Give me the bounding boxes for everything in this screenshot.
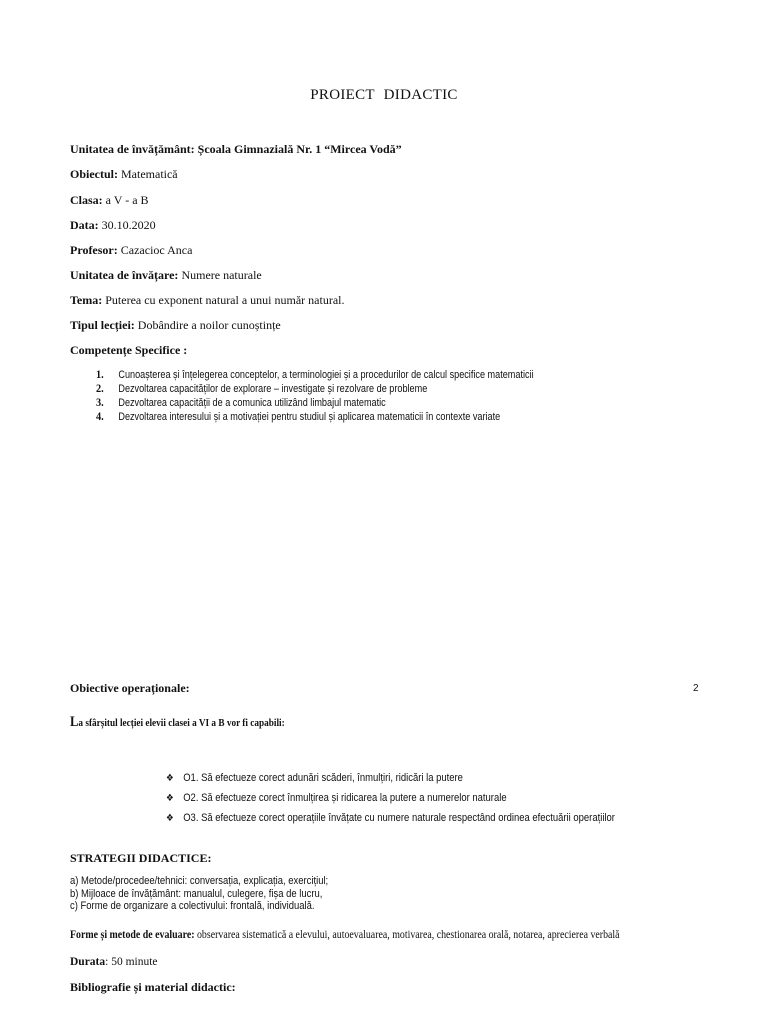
field-value: Numere naturale (181, 268, 262, 282)
field-data (70, 218, 156, 233)
diamond-bullet-icon: ❖ (166, 773, 174, 784)
list-number: 1. (96, 367, 104, 381)
evaluare-label: Forme și metode de evaluare: (70, 929, 195, 941)
durata-value: : 50 minute (105, 956, 158, 968)
field-unitatea-invatare (70, 268, 262, 283)
field-tipul-lectiei (70, 318, 281, 333)
diamond-bullet-icon: ❖ (166, 813, 174, 824)
field-value: Cazacioc Anca (120, 243, 193, 257)
field-clasa (70, 193, 149, 208)
field-value: Puterea cu exponent natural a unui număr natural. (105, 293, 345, 307)
list-item (166, 788, 615, 808)
diamond-bullet-icon: ❖ (166, 793, 174, 804)
strategii-item: b) Mijloace de învățământ: manualul, culegere, fișa de lucru, (70, 887, 323, 900)
evaluare-paragraph (70, 929, 689, 942)
field-tema (70, 293, 344, 308)
list-item (96, 395, 534, 409)
list-text: Dezvoltarea capacității de a comunica utilizând limbajul matematic (118, 397, 386, 409)
document-title: PROIECT DIDACTIC (310, 87, 458, 103)
list-text: O3. Să efectueze corect operațiile învățate cu numere naturale respectând ordinea efectuării operațiilor (183, 812, 615, 824)
evaluare-text: observarea sistematică a elevului, autoevaluarea, motivarea, chestionarea orală, notarea, aprecierea verbală (194, 929, 620, 941)
page-number: 2 (693, 683, 699, 694)
list-text: Dezvoltarea interesului și a motivației pentru studiul și aplicarea matematicii în contexte variate (118, 411, 501, 423)
field-label: Tipul lecției: (70, 318, 135, 332)
list-item (96, 367, 534, 381)
field-value: Școala Gimnazială Nr. 1 “Mircea Vodă” (197, 142, 402, 156)
field-label: Clasa: (70, 193, 103, 207)
list-text: Cunoașterea și înțelegerea conceptelor, a terminologiei și a procedurilor de calcul specifice matematicii (118, 369, 534, 381)
obiective-label: Obiective operaționale: (70, 681, 190, 695)
list-text: O1. Să efectueze corect adunări scăderi, înmulțiri, ridicări la putere (183, 772, 463, 784)
intro-sentence (70, 714, 285, 731)
strategii-item: c) Forme de organizare a colectivului: frontală, individuală. (70, 900, 315, 912)
list-number: 2. (96, 381, 104, 395)
list-item (96, 409, 534, 423)
field-label: Profesor: (70, 243, 118, 257)
field-profesor (70, 243, 192, 258)
durata-label: Durata (70, 956, 106, 968)
field-obiectul (70, 167, 178, 182)
strategii-item: a) Metode/procedee/tehnici: conversația, explicația, exercițiul; (70, 875, 329, 887)
strategii-heading: STRATEGII DIDACTICE: (70, 851, 212, 865)
field-label: Competențe Specifice : (70, 343, 188, 357)
bibliografie-heading: Bibliografie și material didactic: (70, 980, 236, 994)
field-value: Matematică (121, 167, 178, 181)
list-number: 3. (96, 395, 104, 409)
obiective-heading (70, 681, 190, 696)
intro-initial: L (70, 714, 79, 730)
list-text: Dezvoltarea capacităților de explorare – investigate și rezolvare de probleme (118, 383, 428, 395)
field-label: Obiectul: (70, 167, 118, 181)
field-value: Dobândire a noilor cunoștințe (137, 318, 281, 332)
list-item (166, 808, 615, 828)
competente-list (96, 367, 534, 423)
list-item (96, 381, 534, 395)
field-label: Tema: (70, 293, 103, 307)
field-competente (70, 343, 187, 358)
list-number: 4. (96, 409, 104, 423)
list-item (166, 768, 615, 788)
strategii-list (70, 875, 328, 913)
obiective-list (166, 768, 615, 828)
durata-line (70, 956, 158, 968)
field-value: a V - a B (105, 193, 149, 207)
intro-text: a sfârșitul lecției elevii clasei a VI a B vor fi capabili: (78, 717, 285, 729)
field-label: Unitatea de învățare: (70, 268, 179, 282)
field-value: 30.10.2020 (101, 218, 156, 232)
field-unitatea-invatamant (70, 142, 402, 157)
list-text: O2. Să efectueze corect înmulțirea și ridicarea la putere a numerelor naturale (183, 792, 507, 804)
field-label: Data: (70, 218, 99, 232)
field-label: Unitatea de învățământ: (70, 142, 195, 156)
